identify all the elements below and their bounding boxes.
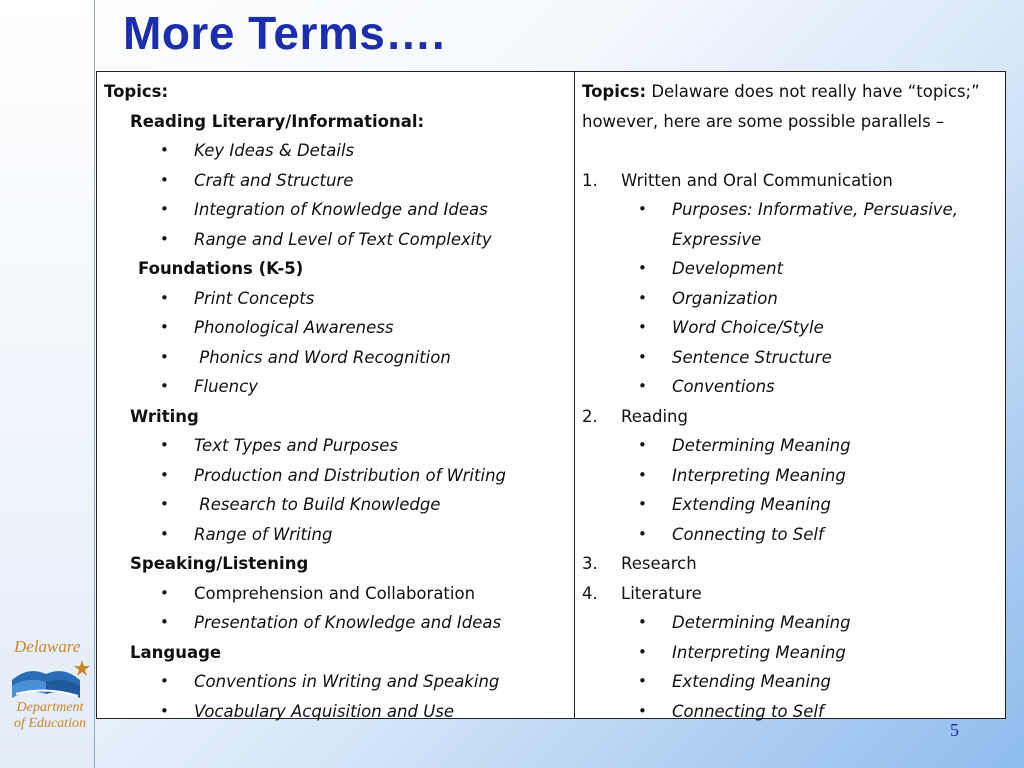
logo-delaware-text: Delaware [14,637,81,656]
list-item: • Range and Level of Text Complexity [104,225,568,255]
slide-title: More Terms…. [123,7,446,59]
right-topics-label: Topics: [582,82,647,101]
logo-line-2: Department [16,700,84,715]
list-item: • Determining Meaning [582,608,999,638]
numbered-item [582,166,999,196]
item-label: Research [621,554,697,573]
list-item: • Organization [582,284,999,314]
list-item: • Text Types and Purposes [104,431,568,461]
item-label: Written and Oral Communication [621,170,893,190]
list-item: • Vocabulary Acquisition and Use [104,697,568,727]
right-intro-line-1 [582,77,999,107]
page-number: 5 [950,720,959,740]
spacer [582,136,999,166]
list-item: • Determining Meaning [582,431,999,461]
right-intro-text: Delaware does not really have “topics;” [646,82,980,101]
list-item: • Production and Distribution of Writing [104,461,568,491]
terms-table [96,71,1006,719]
list-item: • Phonics and Word Recognition [104,343,568,373]
list-item: • Research to Build Knowledge [104,490,568,520]
list-item: • Phonological Awareness [104,313,568,343]
list-item: • Sentence Structure [582,343,999,373]
list-item: • Connecting to Self [582,697,999,727]
list-item: • Extending Meaning [582,490,999,520]
right-intro-line-2: however, here are some possible parallels – [582,111,945,131]
list-item: • Connecting to Self [582,520,999,550]
list-item: • Development [582,254,999,284]
section-heading: Reading Literary/Informational: [130,111,425,131]
section-heading: Foundations (K-5) [138,259,304,278]
item-number: 1. [582,170,598,190]
list-item: • Print Concepts [104,284,568,314]
item-number: 3. [582,554,598,573]
numbered-item [582,549,999,579]
section-heading: Writing [130,406,199,426]
item-label: Literature [621,583,702,603]
list-item: • Conventions in Writing and Speaking [104,667,568,697]
numbered-item [582,402,999,432]
left-topics-label: Topics: [104,82,169,101]
item-number: 2. [582,406,598,426]
list-item: • Fluency [104,372,568,402]
item-number: 4. [582,583,598,603]
list-item: • Comprehension and Collaboration [104,579,568,609]
list-item-continuation: Expressive [672,229,762,249]
section-heading: Speaking/Listening [130,554,309,573]
list-item: • Extending Meaning [582,667,999,697]
list-item: • Range of Writing [104,520,568,550]
logo-line-3: of Education [14,716,86,731]
list-item: • Key Ideas & Details [104,136,568,166]
numbered-item [582,579,999,609]
left-column [97,72,575,721]
list-item: • Presentation of Knowledge and Ideas [104,608,568,638]
list-item: • Interpreting Meaning [582,638,999,668]
list-item: • Conventions [582,372,999,402]
list-item: • Word Choice/Style [582,313,999,343]
list-item: • Purposes: Informative, Persuasive, [582,195,999,225]
list-item: • Integration of Knowledge and Ideas [104,195,568,225]
list-item: • Interpreting Meaning [582,461,999,491]
list-item: • Craft and Structure [104,166,568,196]
item-label: Reading [621,406,688,426]
section-heading: Language [130,642,222,662]
logo-department-text [14,700,86,732]
right-column [575,72,1005,721]
